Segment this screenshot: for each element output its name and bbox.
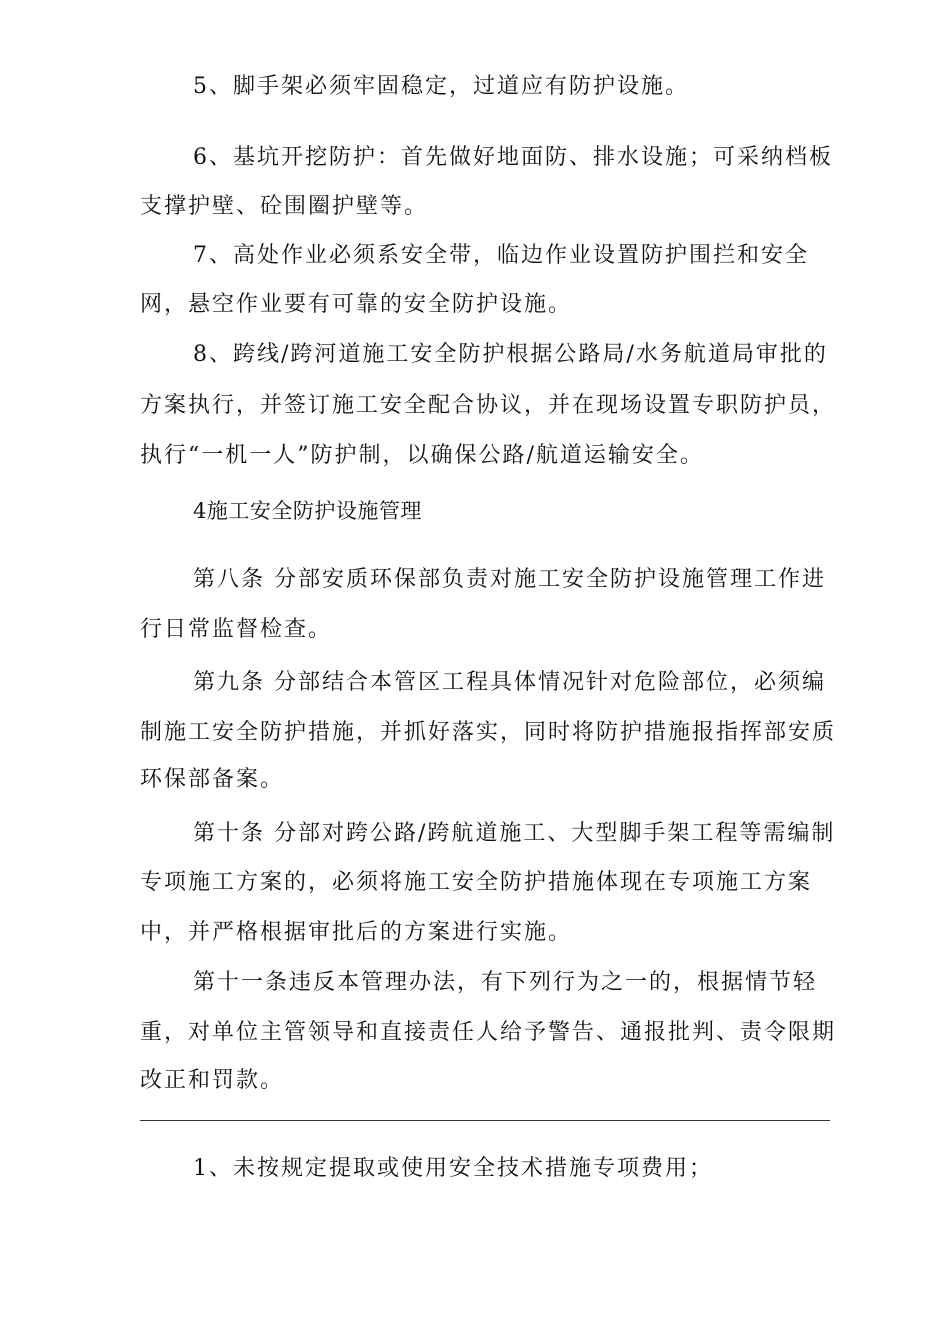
- article-11-line-1: 第十一条违反本管理办法，有下列行为之一的，根据情节轻: [193, 970, 818, 995]
- horizontal-divider: [140, 1120, 830, 1121]
- article-11-line-2: 重，对单位主管领导和直接责任人给予警告、通报批判、责令限期: [140, 1020, 837, 1045]
- item-8-text-line-1: 8、跨线/跨河道施工安全防护根据公路局/水务航道局审批的: [193, 342, 828, 367]
- violation-item-1: 1、未按规定提取或使用安全技术措施专项费用；: [193, 1156, 713, 1181]
- item-8-text-line-3: 执行“一机一人”防护制，以确保公路/航道运输安全。: [140, 443, 704, 468]
- article-9-line-2: 制施工安全防护措施，并抓好落实，同时将防护措施报指挥部安质: [140, 720, 837, 745]
- article-8-line-2: 行日常监督检查。: [140, 617, 333, 642]
- article-10-line-2: 专项施工方案的，必须将施工安全防护措施体现在专项施工方案: [140, 870, 813, 895]
- article-11-line-3: 改正和罚款。: [140, 1068, 285, 1093]
- item-8-text-line-2: 方案执行，并签订施工安全配合协议，并在现场设置专职防护员，: [140, 393, 837, 418]
- article-10-line-1: 第十条 分部对跨公路/跨航道施工、大型脚手架工程等需编制: [193, 821, 836, 846]
- article-10-line-3: 中，并严格根据审批后的方案进行实施。: [140, 920, 573, 945]
- item-5-text: 5、脚手架必须牢固稳定，过道应有防护设施。: [193, 74, 689, 99]
- article-9-line-3: 环保部备案。: [140, 767, 285, 792]
- item-6-text-line-1: 6、基坑开挖防护：首先做好地面防、排水设施；可采纳档板: [193, 145, 833, 170]
- article-9-line-1: 第九条 分部结合本管区工程具体情况针对危险部位，必须编: [193, 670, 826, 695]
- section-heading: 4施工安全防护设施管理: [193, 499, 422, 523]
- article-8-line-1: 第八条 分部安质环保部负责对施工安全防护设施管理工作进: [193, 567, 826, 592]
- item-7-text-line-1: 7、高处作业必须系安全带，临边作业设置防护围拦和安全: [193, 243, 809, 268]
- item-6-text-line-2: 支撑护壁、砼围圈护壁等。: [140, 194, 429, 219]
- item-7-text-line-2: 网，悬空作业要有可靠的安全防护设施。: [140, 292, 573, 317]
